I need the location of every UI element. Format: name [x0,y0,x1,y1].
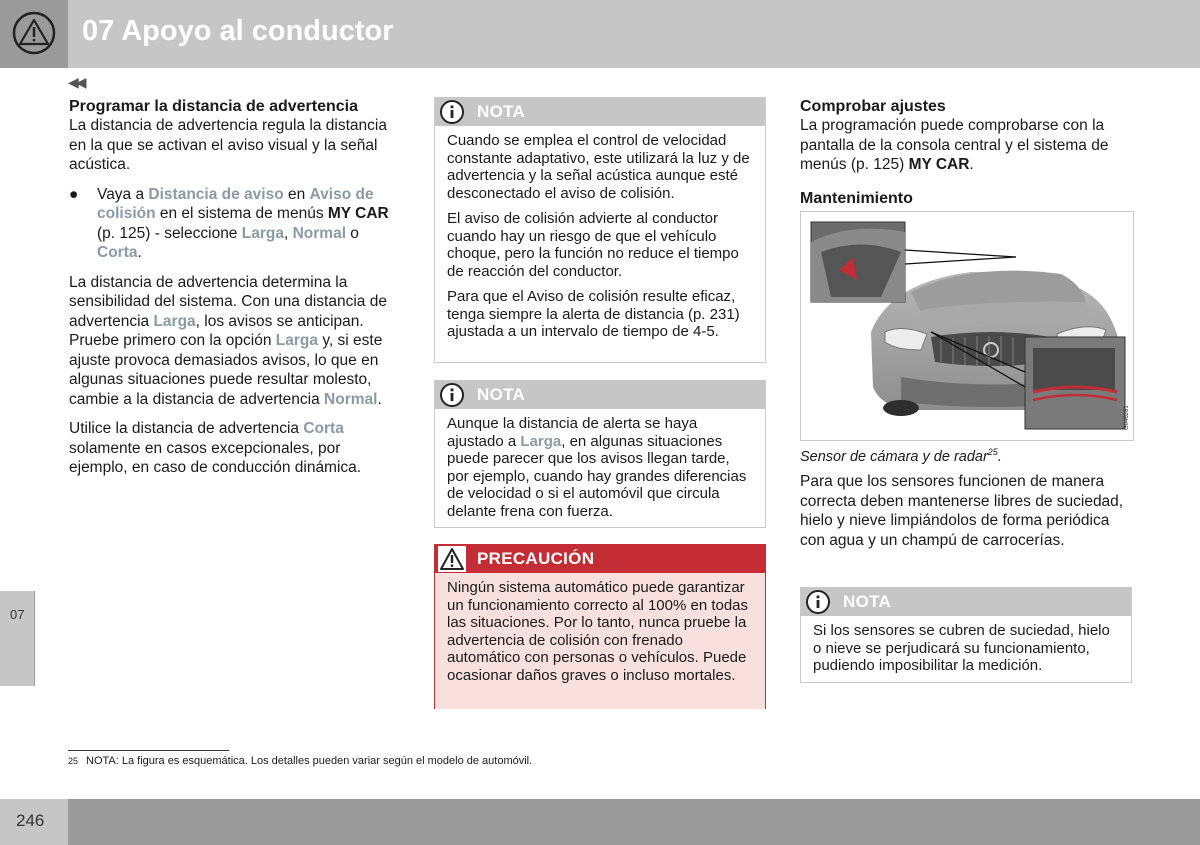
caption-end: . [997,448,1002,465]
text: , en algunas situaciones puede parecer que los avisos llegan tarde, por ejemplo, cuando hay grandes diferencias de velocidad o si el automóvil que circula delante frena con fuerza. [447,432,747,520]
option-larga[interactable]: Larga [241,224,284,242]
note-header [801,588,1131,616]
option-corta[interactable]: Corta [97,244,138,261]
maintenance-text: Para que los sensores funcionen de manera correcta deben mantenerse libres de suciedad, hielo y nieve limpiándolos de forma periódica con agua y un champú de carrocerías. [800,473,1124,549]
section-heading-distance: Programar la distancia de advertencia [69,98,359,115]
page-header [0,0,1200,68]
text: , los avisos se anticipan. Pruebe primero con la opción [69,312,364,349]
car-sensor-illustration [801,212,1134,441]
intro-paragraph: La distancia de advertencia regula la distancia en la que se activan el aviso visual y la señal acústica. [69,117,387,173]
note-body [435,126,765,357]
note-label: NOTA [477,102,526,121]
caution-text: Ningún sistema automático puede garantizar un funcionamiento correcto al 100% en todas las situaciones. Por lo tanto, nunca pruebe la advertencia de colisión con frenado automático con personas o vehículos. Puede ocasionar daños graves o incluso mortales. [447,579,749,684]
note-header [435,98,765,126]
text: La distancia de advertencia determina la sensibilidad del sistema. Con una distancia de advertencia [69,273,387,330]
text: en [283,185,310,203]
text: o [346,224,359,242]
option-larga[interactable]: Larga [153,312,196,330]
warning-triangle-icon [12,11,56,55]
text: . [137,244,142,261]
section-heading-check: Comprobar ajustes [800,98,946,115]
page-number-box [0,799,68,845]
page-number: 246 [16,811,45,830]
option-normal[interactable]: Normal [292,224,346,242]
check-paragraph [800,116,1131,175]
footnote-ref[interactable]: 25 [987,447,998,457]
info-icon [438,382,466,408]
note-box-adaptive [434,97,766,363]
right-column [800,97,1131,208]
note-label: NOTA [843,592,892,611]
note-paragraph: Si los sensores se cubren de suciedad, hielo o nieve se perjudicará su funcionamiento, pudiendo imposibilitar la medición. [813,622,1110,674]
footnote-number: 25 [68,756,79,766]
text: . [969,156,974,173]
text: La programación puede comprobarse con la pantalla de la consola central y el sistema de menús (p. 125) [800,117,1109,173]
option-corta[interactable]: Corta [303,420,344,437]
caution-body [435,573,765,709]
menu-link-distancia[interactable]: Distancia de aviso [148,185,284,203]
short-distance-paragraph [69,419,399,478]
chapter-tab-label: 07 [10,607,25,622]
instruction-bullet [69,185,399,263]
caution-header [435,545,765,573]
text: Aunque la distancia de alerta se haya ajustado a [447,415,698,450]
caution-box [434,544,766,709]
figure-code: G046281 [1124,405,1130,430]
note-paragraph: Cuando se emplea el control de velocidad constante adaptativo, este utilizará la luz y de advertencia y la señal acústica aunque esté desconectado el aviso de colisión. [447,132,750,202]
left-column [69,97,399,488]
note-paragraph: Para que el Aviso de colisión resulte eficaz, tenga siempre la alerta de distancia (p. 231) ajustada a un intervalo de tiempo de 4-5. [447,288,740,340]
text: (p. 125) - seleccione [97,224,242,242]
note-box-sensors [800,587,1132,683]
figure-caption [800,447,1002,465]
text: solamente en casos excepcionales, por ejemplo, en caso de conducción dinámica. [69,439,362,476]
text: Utilice la distancia de advertencia [69,420,304,437]
note-paragraph [447,415,753,520]
text: . [377,390,382,408]
maintenance-paragraph [800,472,1131,560]
footnote [68,755,532,767]
note-box-late-warning [434,380,766,528]
option-normal[interactable]: Normal [324,390,378,408]
text: , [283,224,293,242]
caution-label: PRECAUCIÓN [477,549,595,568]
text: Vaya a [97,185,149,203]
note-paragraph: El aviso de colisión advierte al conductor cuando hay un riesgo de que el vehículo choque, pero la función no reduce el tiempo de reacción del conductor. [447,210,739,280]
bullet-dot-icon: ● [69,185,79,203]
menu-name: MY CAR [908,156,970,173]
note-label: NOTA [477,385,526,404]
car-sensor-figure [800,211,1134,441]
menu-link-aviso[interactable]: Aviso de colisión [97,185,374,222]
chapter-title: 07 Apoyo al conductor [82,15,394,47]
info-icon [804,589,832,615]
note-header [435,381,765,409]
back-nav-icon[interactable]: ◀◀ [68,74,84,90]
footnote-text: NOTA: La figura es esquemática. Los detalles pueden variar según el modelo de automóvil. [86,755,533,767]
option-larga[interactable]: Larga [520,432,562,450]
footnote-divider [68,750,229,751]
section-heading-maintenance: Mantenimiento [800,189,913,207]
warning-triangle-icon [438,546,466,572]
note-body [435,409,765,536]
chapter-tab[interactable] [0,591,35,686]
text: y, si este ajuste provoca demasiados avisos, lo que en algunas situaciones puede resultar molesto, cambie a la distancia de advertencia [69,332,383,408]
menu-name: MY CAR [327,205,389,222]
sensitivity-paragraph [69,273,399,410]
text: en el sistema de menús [155,205,328,222]
option-larga[interactable]: Larga [275,332,319,349]
caption-text: Sensor de cámara y de radar [800,448,988,465]
page-footer [0,799,1200,845]
warning-icon-box [0,0,68,68]
info-icon [438,99,466,125]
note-body [801,616,1131,691]
